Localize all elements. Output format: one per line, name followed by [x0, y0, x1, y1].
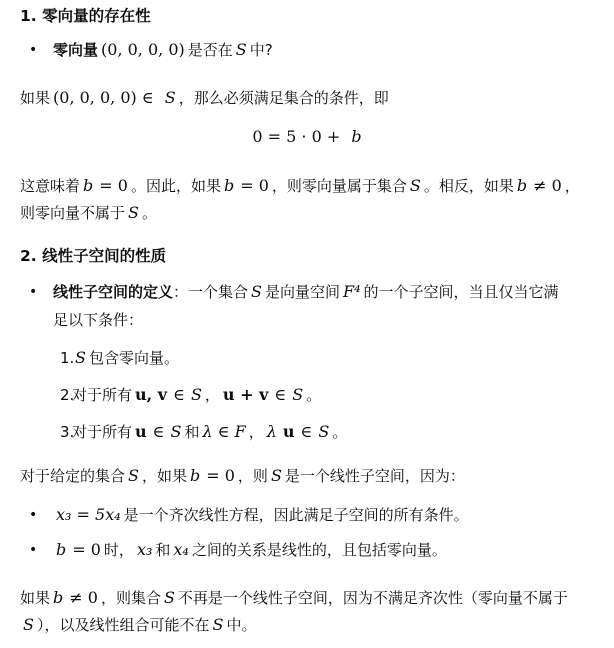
text-span: 足以下条件：	[53, 311, 144, 329]
text-span: 如果	[20, 89, 51, 107]
bullet-marker: •	[29, 284, 38, 300]
text-span: 则零向量不属于	[20, 204, 126, 222]
math-expression: S	[212, 615, 224, 634]
math-expression: S	[318, 422, 330, 441]
text-line	[53, 39, 273, 61]
text-line	[53, 539, 447, 561]
bold-text: 线性子空间的定义	[53, 283, 174, 301]
text-line	[20, 465, 465, 487]
math-expression: u, v	[135, 385, 168, 404]
text-span: ，则	[237, 467, 268, 485]
text-span: ，则集合	[100, 589, 161, 607]
text-span: 和	[155, 541, 171, 559]
text-span: ，	[204, 386, 220, 404]
text-span: ，	[564, 177, 580, 195]
math-expression: b	[516, 176, 528, 195]
text-span: 之间的关系是线性的，且包括零向量。	[191, 541, 447, 559]
text-span: 。	[141, 204, 157, 222]
math-expression: S	[235, 40, 247, 59]
text-line	[20, 175, 580, 197]
text-span: 中。	[226, 616, 257, 634]
math-expression: S	[23, 615, 34, 634]
math-expression: = 0	[206, 466, 235, 485]
display-equation	[0, 126, 614, 148]
text-span: 对于给定的集合	[20, 467, 126, 485]
math-expression: u	[135, 422, 147, 441]
math-expression: S	[128, 203, 139, 222]
math-expression: ∈	[274, 385, 287, 404]
text-span: 时，	[103, 541, 134, 559]
text-span: 是一个线性子空间，因为：	[284, 467, 465, 485]
math-expression: λ	[266, 422, 277, 441]
text-span: ，那么必须满足集合的条件，即	[178, 89, 389, 107]
math-expression: ∈	[152, 422, 165, 441]
bullet-marker: •	[29, 507, 38, 523]
text-line	[72, 384, 321, 406]
section-heading	[20, 245, 166, 267]
section-heading	[20, 5, 151, 27]
text-span: 的一个子空间，当且仅当它满	[363, 283, 559, 301]
math-expression: = 0	[99, 176, 128, 195]
math-expression: S	[170, 422, 182, 441]
math-expression: b	[53, 588, 64, 607]
bullet-marker: •	[29, 42, 38, 58]
math-expression: λ ∈ F	[202, 422, 246, 441]
math-expression: S	[292, 385, 304, 404]
math-expression: S	[128, 466, 139, 485]
math-expression: S	[251, 282, 262, 301]
math-expression: F⁴	[343, 282, 361, 301]
text-span: 是否在	[187, 41, 233, 59]
math-expression: (0, 0, 0, 0) ∈	[53, 88, 159, 107]
list-number: 2.	[60, 386, 75, 404]
text-line	[72, 421, 347, 443]
math-expression: S	[164, 88, 176, 107]
text-line	[72, 347, 179, 369]
text-span: 不再是一个线性子空间，因为不满足齐次性（零向量不属于	[177, 589, 568, 607]
math-expression: x₄	[173, 540, 189, 559]
math-expression: b	[56, 540, 67, 559]
math-expression: S	[190, 385, 202, 404]
math-expression: b	[223, 176, 235, 195]
list-number: 3.	[60, 423, 75, 441]
text-line	[53, 504, 469, 526]
text-span: 和	[184, 423, 200, 441]
text-span: ，如果	[141, 467, 187, 485]
math-expression: (0, 0, 0, 0)	[101, 40, 185, 59]
text-span: 2. 线性子空间的性质	[20, 247, 167, 265]
text-span: ：一个集合	[173, 283, 249, 301]
text-span: 。	[332, 423, 348, 441]
math-expression: x₃	[136, 540, 153, 559]
bullet-marker: •	[29, 542, 38, 558]
text-span: 包含零向量。	[88, 349, 179, 367]
text-line	[53, 281, 559, 303]
text-span: 。因此，如果	[130, 177, 221, 195]
math-expression: S	[163, 588, 175, 607]
bold-text: 零向量	[53, 41, 99, 59]
text-span: 是向量空间	[265, 283, 341, 301]
list-number: 1.	[60, 349, 75, 367]
math-expression: ∈	[300, 422, 313, 441]
text-span: ），以及线性组合可能不在	[36, 616, 210, 634]
math-expression: u	[282, 422, 295, 441]
math-expression: 0 = 5 · 0 +	[252, 127, 346, 146]
text-span: 对于所有	[72, 423, 133, 441]
text-line	[53, 309, 143, 331]
text-line	[20, 614, 256, 636]
text-span: ，则零向量属于集合	[271, 177, 407, 195]
text-span: 是一个齐次线性方程，因此满足子空间的所有条件。	[123, 506, 469, 524]
math-expression: x₃ = 5x₄	[56, 505, 121, 524]
math-expression: ≠ 0	[69, 588, 98, 607]
math-expression: b	[351, 127, 362, 146]
math-expression: ≠ 0	[533, 176, 562, 195]
text-span: 。	[306, 386, 322, 404]
text-line	[20, 202, 157, 224]
text-line	[20, 587, 568, 609]
text-span: 如果	[20, 589, 51, 607]
text-span: ，	[248, 423, 264, 441]
text-span: 中?	[249, 41, 273, 59]
math-expression: ∈	[173, 385, 185, 404]
math-expression: S	[409, 176, 421, 195]
math-expression: = 0	[240, 176, 269, 195]
math-expression: u + v	[222, 385, 269, 404]
math-expression: b	[83, 176, 94, 195]
text-span: 1. 零向量的存在性	[20, 7, 151, 25]
math-expression: S	[270, 466, 282, 485]
math-expression: = 0	[72, 540, 101, 559]
text-span: 对于所有	[72, 386, 133, 404]
text-span: 这意味着	[20, 177, 81, 195]
math-expression: b	[190, 466, 201, 485]
math-expression: S	[75, 348, 86, 367]
text-span: 。相反，如果	[423, 177, 514, 195]
text-line	[20, 87, 389, 109]
